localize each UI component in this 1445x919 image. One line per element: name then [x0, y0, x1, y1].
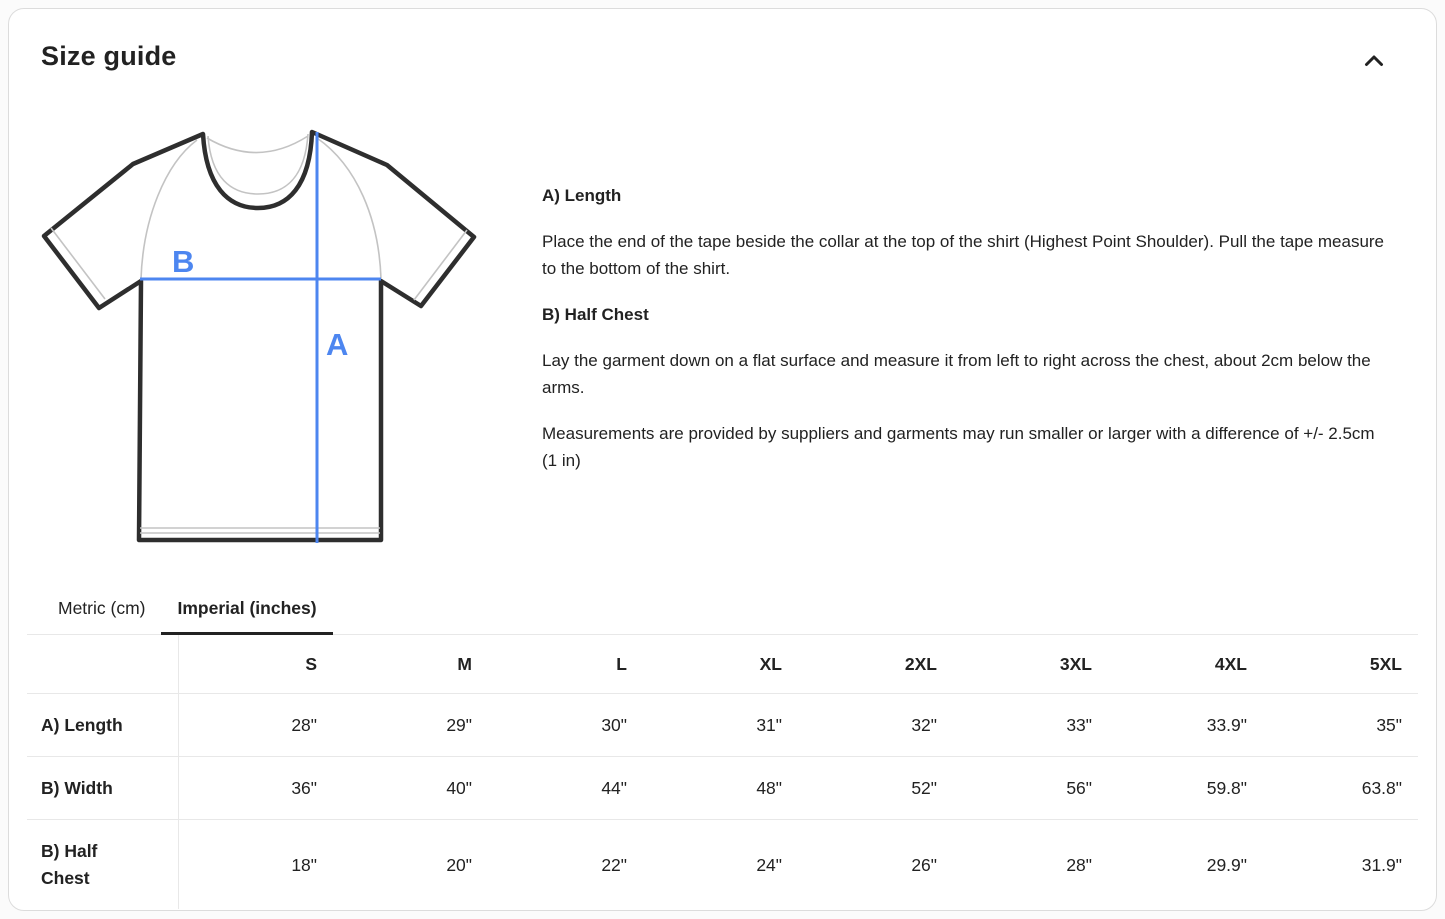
- tshirt-illustration: [40, 124, 480, 544]
- cell-length-s: 28": [178, 694, 333, 757]
- cell-length-2xl: 32": [798, 694, 953, 757]
- cell-chest-3xl: 28": [1066, 854, 1092, 875]
- chevron-up-icon: [1360, 63, 1388, 78]
- row-label-width: B) Width: [27, 757, 178, 820]
- length-description: Place the end of the tape beside the collar at the top of the shirt (Highest Point Shoulder). Pull the tape measure to the bottom of the shirt.: [542, 232, 1385, 278]
- collar-inner-seam: [208, 134, 308, 194]
- cell-length-l: 30": [488, 694, 643, 757]
- cell-chest-l: 22": [601, 854, 627, 875]
- cell-length-3xl: 33": [953, 694, 1108, 757]
- cell-chest-s: 18": [291, 854, 317, 875]
- size-guide-panel: [8, 8, 1437, 911]
- cell-width-4xl: 59.8": [1108, 757, 1263, 820]
- half-chest-description: Lay the garment down on a flat surface and measure it from left to right across the chest, about 2cm below the arms.: [542, 351, 1371, 397]
- length-heading: A) Length: [542, 186, 622, 205]
- col-header-4xl: 4XL: [1108, 635, 1263, 694]
- cell-length-m: 29": [333, 694, 488, 757]
- col-header-m: M: [333, 635, 488, 694]
- tab-metric[interactable]: Metric (cm): [42, 589, 161, 634]
- col-header-xl: XL: [643, 635, 798, 694]
- table-row: [27, 757, 1418, 820]
- col-header-s: S: [178, 635, 333, 694]
- table-header-row: [27, 635, 1418, 694]
- cell-chest-5xl: 31.9": [1361, 854, 1402, 875]
- collapse-button[interactable]: [1356, 43, 1392, 82]
- half-chest-heading: B) Half Chest: [542, 305, 649, 324]
- back-neck-seam: [207, 136, 308, 153]
- row-label-half-chest: B) Half Chest: [27, 820, 178, 910]
- cell-width-l: 44": [488, 757, 643, 820]
- table-row: [27, 694, 1418, 757]
- col-header-2xl: 2XL: [798, 635, 953, 694]
- cell-chest-2xl: 26": [911, 854, 937, 875]
- tab-imperial[interactable]: Imperial (inches): [161, 589, 332, 634]
- tshirt-measurement-diagram: [40, 124, 480, 549]
- measurement-instructions: [542, 124, 1392, 549]
- cell-width-s: 36": [178, 757, 333, 820]
- cell-width-3xl: 56": [953, 757, 1108, 820]
- cell-chest-m: 20": [446, 854, 472, 875]
- cell-width-2xl: 52": [798, 757, 953, 820]
- cell-width-xl: 48": [643, 757, 798, 820]
- cell-length-5xl: 35": [1263, 694, 1418, 757]
- col-header-3xl: 3XL: [953, 635, 1108, 694]
- cell-chest-4xl: 29.9": [1206, 854, 1247, 875]
- label-b: B: [172, 244, 195, 279]
- size-guide-content: [9, 124, 1436, 549]
- size-chart-table: [27, 635, 1418, 909]
- panel-header: [9, 9, 1436, 82]
- cell-width-5xl: 63.8": [1263, 757, 1418, 820]
- page-title: Size guide: [41, 41, 177, 71]
- col-header-l: L: [488, 635, 643, 694]
- table-row: [27, 820, 1418, 910]
- cell-width-m: 40": [333, 757, 488, 820]
- row-label-length: A) Length: [27, 694, 178, 757]
- unit-tabs: [27, 589, 1418, 635]
- cell-chest-xl: 24": [756, 854, 782, 875]
- measurement-disclaimer: Measurements are provided by suppliers and garments may run smaller or larger with a difference of +/- 2.5cm (1 in): [542, 424, 1375, 470]
- corner-cell: [27, 635, 178, 694]
- cell-length-4xl: 33.9": [1108, 694, 1263, 757]
- col-header-5xl: 5XL: [1263, 635, 1418, 694]
- label-a: A: [326, 327, 349, 362]
- cell-length-xl: 31": [643, 694, 798, 757]
